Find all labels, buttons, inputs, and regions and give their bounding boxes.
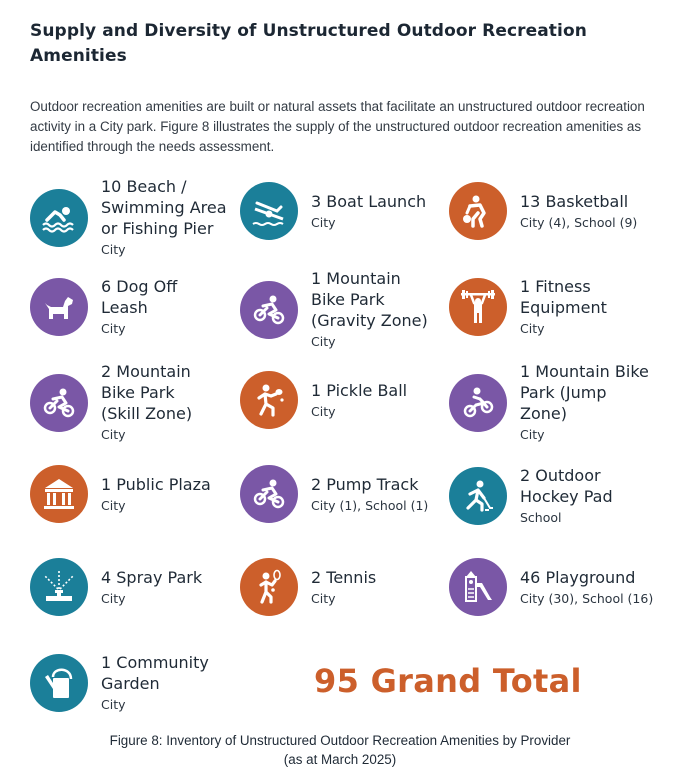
pickleball-player-icon (240, 371, 298, 429)
amenity-label: 1 Mountain Bike (520, 362, 649, 381)
amenity-provider: City (4), School (9) (520, 214, 638, 230)
amenity-spray-park (30, 558, 202, 616)
tennis-player-icon (240, 558, 298, 616)
mountain-biker-icon (449, 374, 507, 432)
amenity-provider: School (520, 510, 562, 525)
amenity-public-plaza (30, 465, 211, 523)
amenity-label: 2 Outdoor (520, 466, 601, 485)
amenity-label: Park (Jump (520, 383, 607, 402)
amenity-label: Swimming Area (101, 198, 227, 217)
grand-total: 95 Grand Total (314, 662, 582, 700)
amenity-provider: City (311, 334, 336, 349)
amenity-community-garden (30, 652, 209, 714)
amenity-provider: City (101, 497, 126, 513)
amenity-provider: City (101, 321, 126, 336)
amenity-mtb-skill (30, 361, 192, 444)
section-title: Supply and Diversity of Unstructured Outdoor Recreation Amenities (30, 21, 587, 66)
amenity-provider: City (520, 427, 545, 442)
amenity-label: 2 Mountain (101, 362, 191, 381)
basketball-player-icon (449, 182, 507, 240)
amenity-label: 4 Spray Park (101, 567, 203, 587)
amenity-label: (Gravity Zone) (311, 311, 428, 330)
playground-slide-icon (449, 558, 507, 616)
watering-can-icon (30, 654, 88, 712)
amenity-provider: City (101, 697, 126, 712)
amenity-label: Hockey Pad (520, 487, 613, 506)
amenity-label: 1 Fitness (520, 277, 591, 296)
boat-launch-icon (240, 182, 298, 240)
amenity-provider: City (311, 403, 336, 419)
amenity-provider: City (311, 590, 336, 606)
amenity-mtb-gravity (240, 268, 428, 351)
amenity-label: 1 Public Plaza (101, 474, 211, 494)
amenity-label: 3 Boat Launch (311, 191, 427, 211)
mountain-biker-icon (240, 281, 298, 339)
amenity-label: 1 Mountain (311, 269, 401, 288)
amenity-playground (449, 558, 653, 616)
amenity-label: or Fishing Pier (101, 219, 214, 238)
intro-paragraph: Outdoor recreation amenities are built or natural assets that facilitate an unstructured outdoor recreation activity in a City park. Figure 8 illustrates the supply of the unstructured outdoor recreation amenities as identified through the needs assessment. (30, 99, 645, 154)
weightlifter-icon (449, 278, 507, 336)
dog-icon (30, 278, 88, 336)
amenity-beach (30, 176, 227, 259)
amenity-pickle-ball (240, 371, 407, 429)
amenity-boat-launch (240, 182, 426, 240)
amenity-label: Leash (101, 298, 148, 317)
amenity-label: 46 Playground (520, 567, 636, 587)
amenity-label: (Skill Zone) (101, 404, 193, 423)
amenity-provider: City (101, 590, 126, 606)
caption-line-2: (as at March 2025) (283, 752, 397, 767)
amenity-label: 1 Community (101, 653, 209, 672)
amenity-provider: City (311, 214, 336, 230)
amenity-pump-track (240, 465, 428, 523)
caption-line-1: Figure 8: Inventory of Unstructured Outdoor Recreation Amenities by Provider (109, 733, 571, 748)
amenity-fitness (449, 276, 607, 338)
amenity-basketball (449, 182, 637, 240)
amenity-provider: City (520, 321, 545, 336)
amenity-mtb-jump (449, 361, 649, 444)
gazebo-icon (30, 465, 88, 523)
hockey-player-icon (449, 467, 507, 525)
mountain-biker-icon (30, 374, 88, 432)
amenity-label: 1 Pickle Ball (311, 380, 408, 400)
amenity-label: Bike Park (101, 383, 175, 402)
amenity-label: 2 Tennis (311, 567, 377, 587)
amenity-label: Garden (101, 674, 160, 693)
swimmer-icon (30, 189, 88, 247)
amenity-provider: City (101, 242, 126, 257)
amenity-provider: City (30), School (16) (520, 590, 654, 606)
amenity-label: Equipment (520, 298, 607, 317)
amenity-label: Zone) (520, 404, 567, 423)
amenity-dog-off-leash (30, 276, 177, 338)
amenity-provider: City (1), School (1) (311, 497, 429, 513)
amenity-label: 13 Basketball (520, 191, 629, 211)
amenity-tennis (240, 558, 376, 616)
amenity-label: 2 Pump Track (311, 474, 419, 494)
sprinkler-icon (30, 558, 88, 616)
figure-caption (0, 731, 680, 769)
amenity-label: 6 Dog Off (101, 277, 178, 296)
amenity-provider: City (101, 427, 126, 442)
amenity-label: Bike Park (311, 290, 385, 309)
mountain-biker-icon (240, 465, 298, 523)
amenity-outdoor-hockey (449, 465, 613, 527)
amenity-label: 10 Beach / (101, 177, 187, 196)
